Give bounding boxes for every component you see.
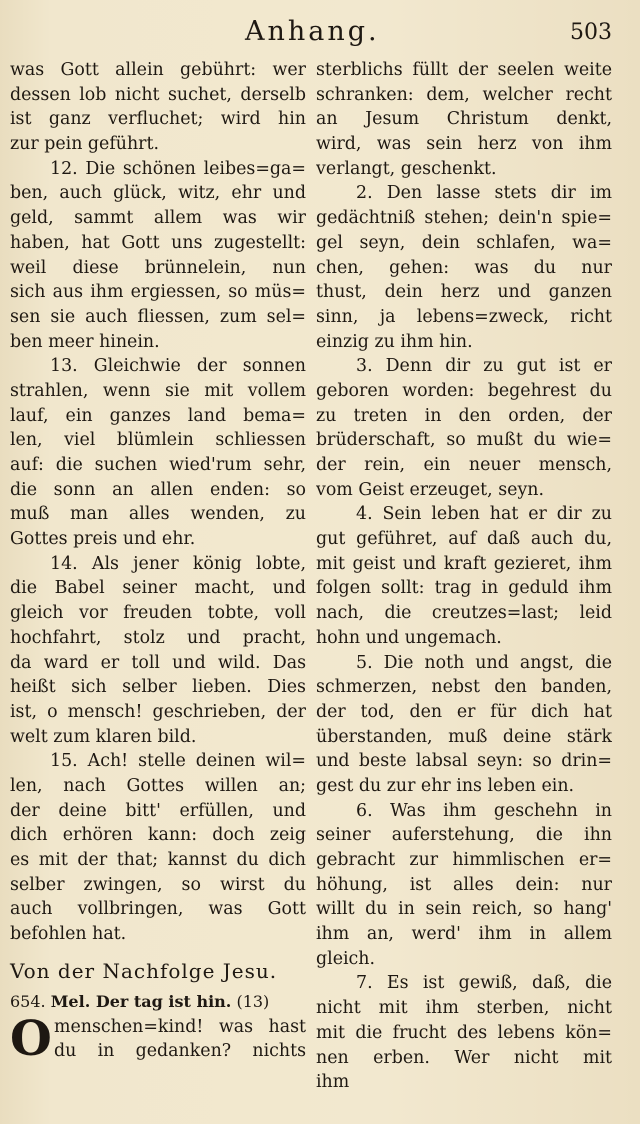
text-line: befohlen hat. (10, 924, 127, 945)
text-line: weil diese brünnelein, nun (10, 257, 306, 278)
text-line: len, nach Gottes willen an; (10, 775, 306, 796)
text-line: schranken: dem, welcher recht (316, 84, 612, 105)
section-heading: Von der Nachfolge Jesu. (10, 958, 278, 983)
text-line: 7. Es ist gewiß, daß, die (356, 973, 612, 994)
text-line: willt du in sein reich, so hang' (316, 899, 612, 920)
text-line: sterblichs füllt der seelen weite (316, 60, 612, 80)
drop-cap: O (10, 1010, 52, 1067)
text-line: auf: die suchen wied'rum sehr, (10, 455, 306, 475)
text-line: ist ganz verfluchet; wird hin (10, 109, 306, 130)
text-line: schmerzen, nebst den banden, (316, 677, 612, 698)
text-line: verlangt, geschenkt. (316, 158, 497, 179)
text-line: du in gedanken? nichts (54, 1041, 306, 1062)
hymn-opening (10, 1010, 306, 1067)
text-line: welt zum klaren bild. (10, 726, 197, 747)
text-line: 6. Was ihm geschehn in (356, 800, 612, 821)
melody-ref: (13) (236, 991, 270, 1011)
text-line: wird, was sein herz von ihm (316, 134, 612, 155)
text-line: ben meer hinein. (10, 331, 160, 352)
text-line: höhung, ist alles dein: nur (316, 874, 612, 895)
text-line: hohn und ungemach. (316, 627, 502, 648)
text-line: auch vollbringen, was Gott (10, 899, 306, 920)
page-header (0, 14, 640, 54)
text-line: der deine bitt' erfüllen, und (10, 800, 306, 821)
text-line: 14. Als jener könig lobte, (50, 553, 306, 574)
text-line: sich aus ihm ergiessen, so müs= (10, 282, 306, 303)
melody-label: Mel. Der tag ist hin. (50, 991, 232, 1011)
left-column (10, 58, 306, 1067)
text-line: 13. Gleichwie der sonnen (50, 356, 306, 377)
text-line: selber zwingen, so wirst du (10, 874, 306, 895)
text-line: 4. Sein leben hat er dir zu (356, 504, 612, 525)
text-line: ben, auch glück, witz, ehr und (10, 183, 306, 204)
text-line: mit die frucht des lebens kön= (316, 1022, 612, 1043)
text-line: geld, sammt allem was wir (10, 208, 306, 229)
hymn-number: 654. (10, 991, 46, 1011)
text-line: was Gott allein gebührt: wer (10, 60, 306, 80)
text-line: strahlen, wenn sie mit vollem (10, 380, 306, 401)
text-line: 2. Den lasse stets dir im (356, 183, 612, 204)
text-line: vom Geist erzeuget, seyn. (316, 479, 544, 500)
text-line: sinn, ja lebens=zweck, richt (316, 306, 612, 327)
text-line: nicht mit ihm sterben, nicht (316, 998, 612, 1019)
text-line: gedächtniß stehen; dein'n spie= (316, 208, 612, 229)
text-line: gleich. (316, 948, 376, 969)
text-line: len, viel blümlein schliessen (10, 430, 306, 451)
text-line: an Jesum Christum denkt, (316, 109, 612, 130)
text-line: überstanden, muß deine stärk (316, 726, 612, 747)
text-line: 15. Ach! stelle deinen wil= (50, 751, 306, 772)
text-line: einzig zu ihm hin. (316, 331, 473, 352)
text-line: dessen lob nicht suchet, derselb (10, 84, 306, 105)
text-line: nen erben. Wer nicht mit (316, 1047, 612, 1068)
text-line: da ward er toll und wild. Das (10, 652, 306, 673)
text-line: gest du zur ehr ins leben ein. (316, 775, 575, 796)
text-line: ihm (316, 1072, 350, 1093)
text-line: gebracht zur himmlischen er= (316, 850, 612, 870)
text-line: gleich vor freuden tobte, voll (10, 603, 306, 624)
text-line: Gottes preis und ehr. (10, 529, 196, 550)
text-line: die sonn an allen enden: so (10, 479, 306, 500)
text-line: ihm an, werd' ihm in allem (316, 924, 612, 945)
text-line: menschen=kind! was hast (54, 1016, 306, 1037)
text-line: muß man alles wenden, zu (10, 504, 306, 525)
text-line: seiner auferstehung, die ihn (316, 825, 612, 846)
page-number: 503 (570, 20, 612, 45)
text-line: lauf, ein ganzes land bema= (10, 405, 306, 426)
text-line: zur pein geführt. (10, 134, 160, 155)
text-line: 12. Die schönen leibes=ga= (50, 158, 306, 179)
text-line: 5. Die noth und angst, die (356, 652, 612, 673)
text-line: 3. Denn dir zu gut ist er (356, 356, 612, 377)
text-line: und beste labsal seyn: so drin= (316, 751, 612, 772)
text-line: geboren worden: begehrest du (316, 380, 612, 401)
drop-cap-lines (54, 1015, 306, 1064)
text-line: brüderschaft, so mußt du wie= (316, 430, 612, 451)
text-line: sen sie auch fliessen, zum sel= (10, 306, 306, 327)
left-text-block (10, 58, 306, 947)
text-line: haben, hat Gott uns zugestellt: (10, 232, 306, 253)
right-text-block (316, 58, 612, 1095)
text-line: nach, die creutzes=last; leid (316, 603, 612, 624)
text-line: der tod, den er für dich hat (316, 701, 612, 722)
text-line: thust, dein herz und ganzen (316, 282, 612, 303)
text-line: mit geist und kraft gezieret, ihm (316, 553, 612, 574)
right-column (316, 58, 612, 1095)
running-title: Anhang. (245, 16, 380, 47)
text-line: gel seyn, dein schlafen, wa= (316, 232, 612, 253)
text-line: chen, gehen: was du nur (316, 257, 612, 278)
text-line: gut geführet, auf daß auch du, (316, 529, 612, 550)
hymn-melody-line (10, 989, 306, 1015)
text-line: der rein, ein neuer mensch, (316, 455, 612, 475)
text-line: folgen sollt: trag in geduld ihm (316, 578, 612, 599)
text-line: es mit der that; kannst du dich (10, 850, 306, 870)
text-line: hochfahrt, stolz und pracht, (10, 627, 306, 648)
text-line: die Babel seiner macht, und (10, 578, 306, 599)
text-line: zu treten in den orden, der (316, 405, 612, 426)
text-line: dich erhören kann: doch zeig (10, 825, 306, 846)
text-line: heißt sich selber lieben. Dies (10, 677, 306, 698)
text-line: ist, o mensch! geschrieben, der (10, 701, 306, 722)
